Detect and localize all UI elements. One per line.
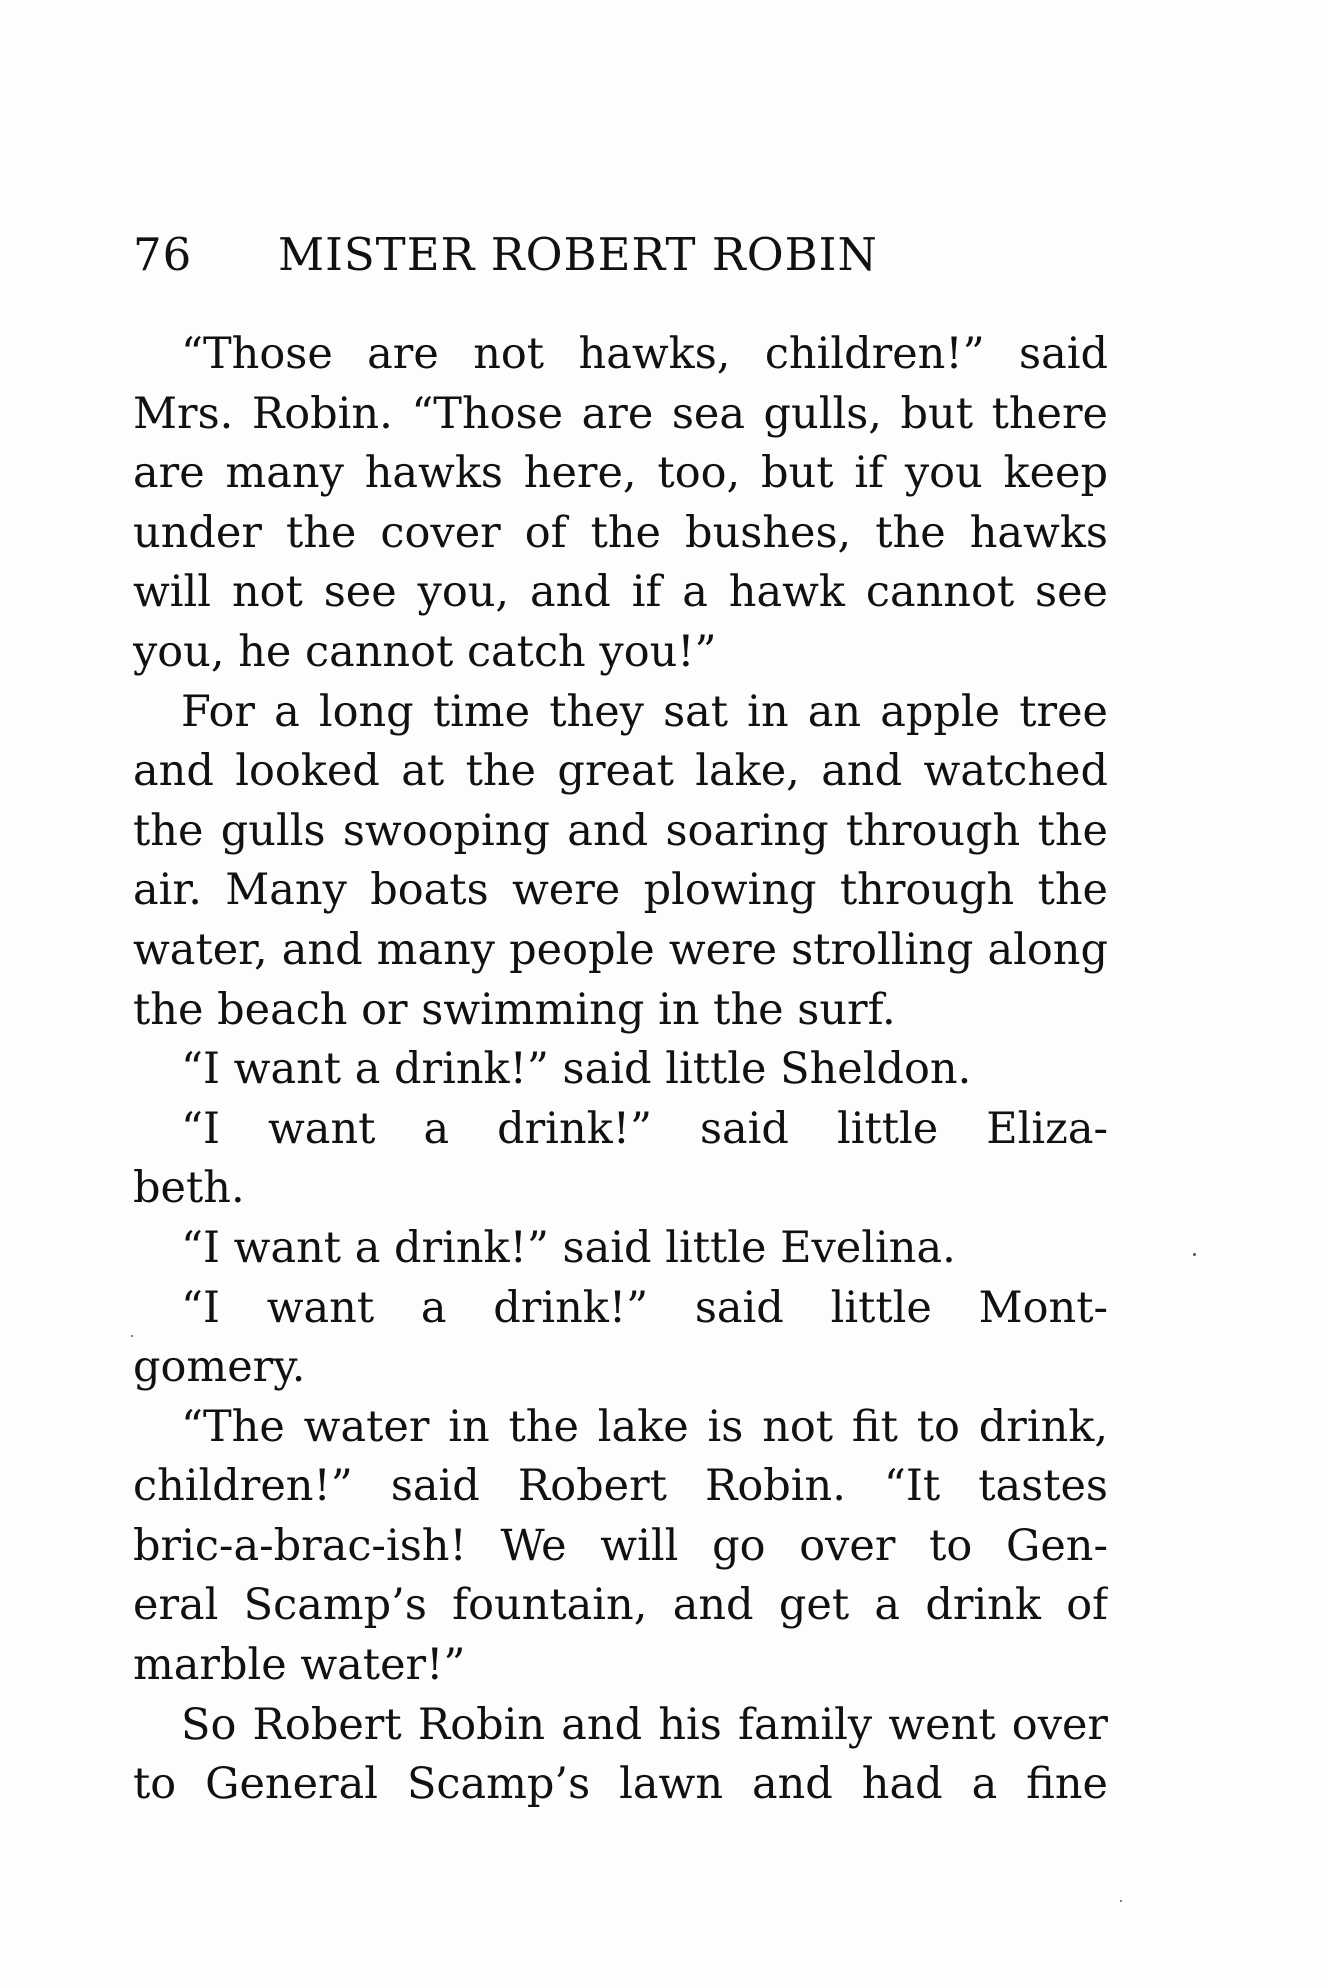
text-line: “I want a drink!” said little Eliza-	[181, 1103, 1108, 1154]
scan-speck	[1120, 1900, 1122, 1902]
text-line: under the cover of the bushes, the hawks	[133, 507, 1108, 558]
text-line: eral Scamp’s fountain, and get a drink of	[133, 1580, 1108, 1631]
text-line: “The water in the lake is not fit to drink,	[181, 1401, 1108, 1452]
text-line: gomery.	[133, 1342, 306, 1393]
text-line: you, he cannot catch you!”	[133, 626, 717, 677]
text-line: the beach or swimming in the surf.	[133, 984, 896, 1035]
text-line: will not see you, and if a hawk cannot see	[133, 567, 1108, 618]
text-line: the gulls swooping and soaring through the	[133, 805, 1108, 856]
scan-speck	[1193, 1253, 1196, 1256]
text-line: marble water!”	[133, 1640, 466, 1691]
text-line: children!” said Robert Robin. “It tastes	[133, 1461, 1108, 1512]
text-line: to General Scamp’s lawn and had a fine	[133, 1759, 1108, 1810]
text-line: bric-a-brac-ish! We will go over to Gen-	[133, 1520, 1108, 1571]
text-line: “I want a drink!” said little Mont-	[181, 1282, 1108, 1333]
page-number: 76	[133, 228, 193, 281]
text-line: “I want a drink!” said little Sheldon.	[181, 1044, 972, 1095]
running-title: MISTER ROBERT ROBIN	[278, 228, 878, 281]
text-line: So Robert Robin and his family went over	[181, 1699, 1108, 1750]
text-line: and looked at the great lake, and watched	[133, 746, 1108, 797]
text-line: For a long time they sat in an apple tree	[181, 686, 1108, 737]
text-line: Mrs. Robin. “Those are sea gulls, but there	[133, 388, 1108, 439]
scan-speck	[131, 1335, 133, 1337]
text-line: are many hawks here, too, but if you keep	[133, 448, 1108, 499]
text-line: beth.	[133, 1163, 245, 1214]
body-text	[133, 325, 1108, 1815]
text-line: “I want a drink!” said little Evelina.	[181, 1222, 956, 1273]
text-line: air. Many boats were plowing through the	[133, 865, 1108, 916]
text-line: “Those are not hawks, children!” said	[181, 329, 1108, 379]
text-line: water, and many people were strolling along	[133, 924, 1108, 975]
page-header	[133, 220, 1113, 290]
